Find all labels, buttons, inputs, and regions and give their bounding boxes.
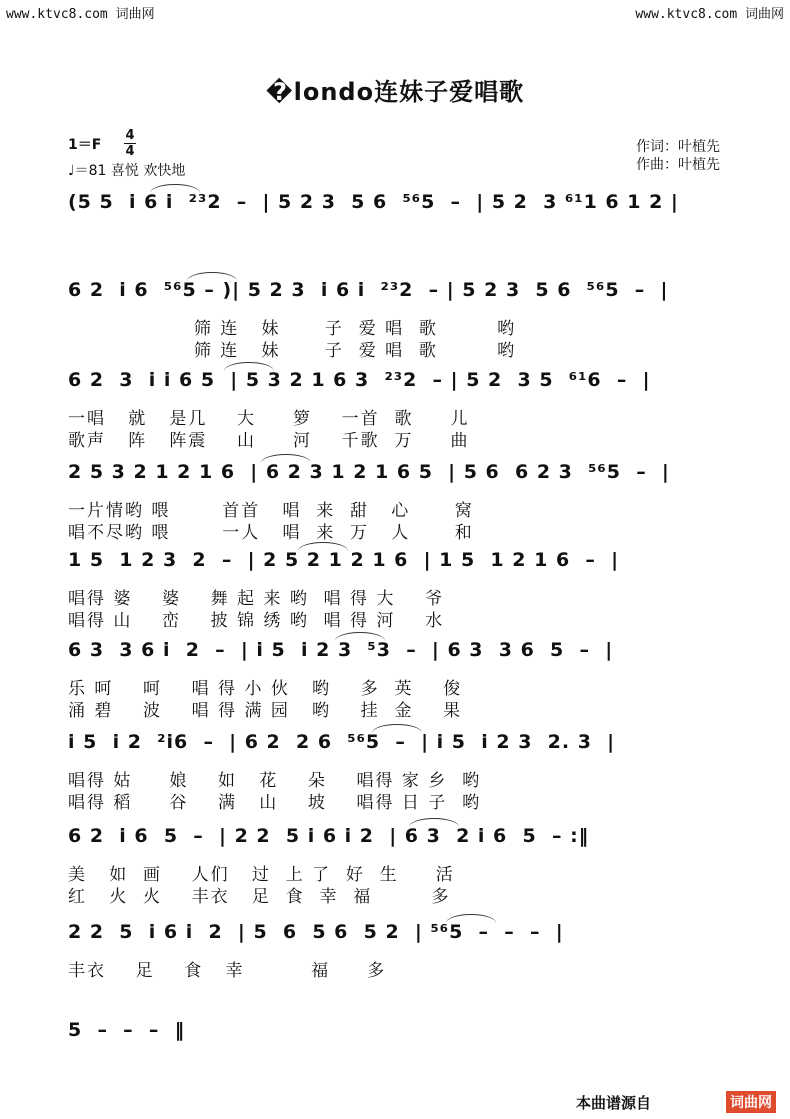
notation-line: 6 2 i 6 ⁵⁶5 – )| 5 2 3 i 6 i ²³2 – | 5 2 3 5 6 ⁵⁶5 – | — [68, 279, 669, 301]
lyric-line: 歌声 阵 阵震 山 河 千歌 万 曲 — [68, 431, 470, 451]
score-system — [0, 182, 790, 282]
notation-line: 1 5 1 2 3 2 – | 2 5 2 1 2 1 6 | 1 5 1 2 1 6 – | — [68, 549, 620, 571]
score-system — [0, 630, 790, 730]
notation-line: 2 2 5 i 6 i 2 | 5 6 5 6 5 2 | ⁵⁶5 – – – | — [68, 921, 564, 943]
lyric-line: 筛 连 妹 子 爱 唱 歌 哟 — [68, 319, 517, 339]
notation-line: 2 5 3 2 1 2 1 6 | 6 2 3 1 2 1 6 5 | 5 6 6 2 3 ⁵⁶5 – | — [68, 461, 670, 483]
score-system — [0, 722, 790, 822]
notation-line: 6 3 3 6 i 2 – | i 5 i 2 3 ⁵3 – | 6 3 3 6 5 – | — [68, 639, 614, 661]
lyric-line: 唱得 稻 谷 满 山 坡 唱得 日 子 哟 — [68, 793, 482, 813]
time-bottom: 4 — [125, 144, 135, 159]
time-signature — [124, 128, 136, 159]
score-system — [0, 912, 790, 1012]
score-system — [0, 816, 790, 916]
notation-line: i 5 i 2 ²i6 – | 6 2 2 6 ⁵⁶5 – | i 5 i 2 3 2. 3 | — [68, 731, 616, 753]
lyric-line: 唱不尽哟 喂 一人 唱 来 万 人 和 — [68, 523, 474, 543]
score-system — [0, 360, 790, 460]
lyric-line: 一唱 就 是几 大 箩 一首 歌 儿 — [68, 409, 470, 429]
lyric-line: 唱得 姑 娘 如 花 朵 唱得 家 乡 哟 — [68, 771, 482, 791]
footer-source: 本曲谱源自 — [576, 1094, 652, 1112]
song-title: �londo连妹子爱唱歌 — [265, 78, 525, 106]
notation-line: 5 – – – ‖ — [68, 1019, 186, 1041]
score-system — [0, 1010, 790, 1110]
time-top: 4 — [125, 128, 135, 143]
lyric-line: 红 火 火 丰衣 足 食 幸 福 多 — [68, 887, 451, 907]
notation-line: 6 2 3 i i 6 5 | 5 3 2 1 6 3 ²³2 – | 5 2 3 5 ⁶¹6 – | — [68, 369, 651, 391]
lyric-line: 涌 碧 波 唱 得 满 园 哟 挂 金 果 — [68, 701, 463, 721]
tempo-marking: ♩＝81 喜悦 欢快地 — [68, 163, 186, 179]
composer-credit: 作曲：叶植先 — [636, 157, 720, 173]
notation-line: (5 5 i 6 i ²³2 – | 5 2 3 5 6 ⁵⁶5 – | 5 2 3 ⁶¹1 6 1 2 | — [68, 191, 679, 213]
lyricist-credit: 作词：叶植先 — [636, 139, 720, 155]
lyric-line: 一片情哟 喂 首首 唱 来 甜 心 窝 — [68, 501, 474, 521]
score-system — [0, 452, 790, 552]
key-signature: 1＝F — [68, 137, 102, 153]
score-system — [0, 540, 790, 640]
site-logo: 词曲网 — [726, 1091, 776, 1113]
score-system — [0, 270, 790, 370]
watermark-right: www.ktvc8.com 词曲网 — [635, 7, 784, 22]
lyric-line: 唱得 山 峦 披 锦 绣 哟 唱 得 河 水 — [68, 611, 445, 631]
lyric-line: 筛 连 妹 子 爱 唱 歌 哟 — [68, 341, 517, 361]
lyric-line: 乐 呵 呵 唱 得 小 伙 哟 多 英 俊 — [68, 679, 463, 699]
lyric-line: 唱得 婆 婆 舞 起 来 哟 唱 得 大 爷 — [68, 589, 445, 609]
lyric-line: 美 如 画 人们 过 上 了 好 生 活 — [68, 865, 455, 885]
notation-line: 6 2 i 6 5 – | 2 2 5 i 6 i 2 | 6 3 2 i 6 5 – :‖ — [68, 825, 590, 847]
lyric-line: 丰衣 足 食 幸 福 多 — [68, 961, 387, 981]
watermark-left: www.ktvc8.com 词曲网 — [6, 7, 155, 22]
